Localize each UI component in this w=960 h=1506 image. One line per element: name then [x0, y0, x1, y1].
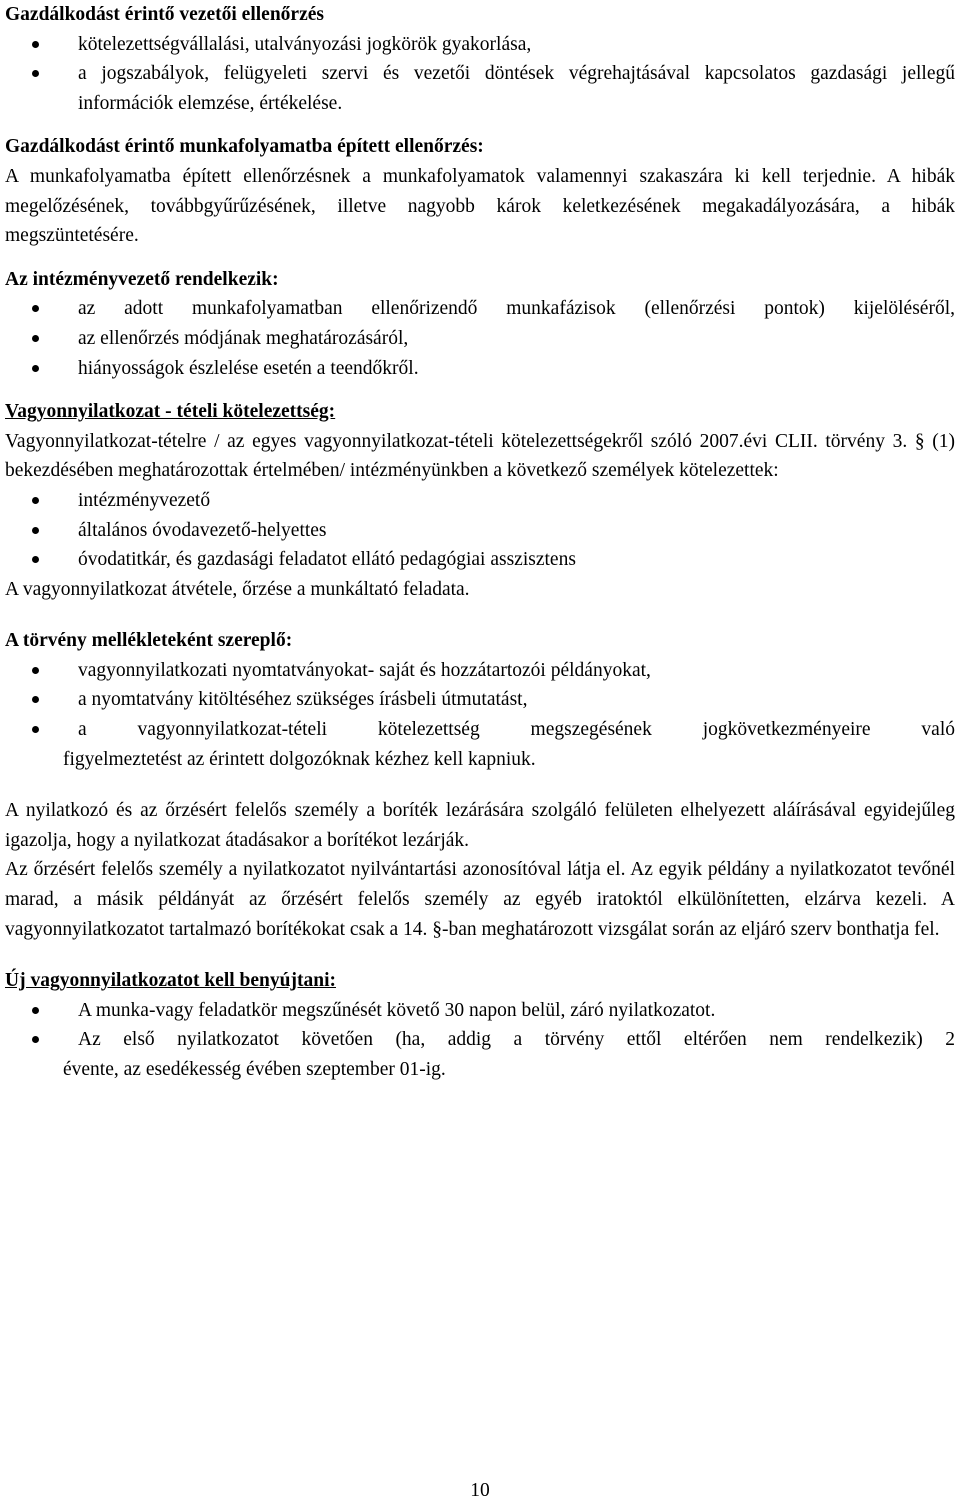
paragraph-vagyonnyilatkozat: Vagyonnyilatkozat-tételre / az egyes vagyonnyilatkozat-tételi kötelezettségekről szóló 2007.évi CLII. törvény 3. § (1) bekezdésében meghatározottak értelmében/ intézményünkben a következő személyek kötelezettek: — [5, 430, 955, 482]
list-item: óvodatitkár, és gazdasági feladatot ellátó pedagógiai asszisztens — [5, 545, 955, 575]
list-item: az ellenőrzés módjának meghatározásáról, — [5, 324, 955, 354]
list-item-text: az adott munkafolyamatban ellenőrizendő munkafázisok (ellenőrzési pontok) kijelöléséről, — [78, 298, 955, 320]
list-item-continuation: évente, az esedékesség évében szeptember 01-ig. — [63, 1059, 446, 1080]
list-uj-vagyonnyilatkozat — [5, 996, 955, 1085]
list-item — [5, 715, 955, 774]
list-item: általános óvodavezető-helyettes — [5, 516, 955, 546]
section-heading-uj-vagyonnyilatkozat: Új vagyonnyilatkozatot kell benyújtani: — [5, 970, 336, 992]
section-heading-munkafolyamatba-epitett: Gazdálkodást érintő munkafolyamatba épített ellenőrzés: — [5, 136, 484, 158]
list-item — [5, 1025, 955, 1084]
list-vezetoi-ellenorzes — [5, 30, 955, 119]
paragraph-orzes: Az őrzésért felelős személy a nyilatkozatot nyilvántartási azonosítóval látja el. Az egyik példány a nyilatkozatot tevőnél marad, a másik példányát az őrzésért felelős személy az egyéb iratoktól elkülönítetten, elzárva kezeli. A vagyonnyilatkozatot tartalmazó borítékokat csak a 14. §-ban meghatározott vizsgálat során az eljáró szerv bonthatja fel. — [5, 859, 955, 940]
list-item — [5, 294, 955, 324]
list-item-first-line: Az első nyilatkozatot követően (ha, addig a törvény ettől eltérően nem rendelkezik) 2 — [78, 1029, 955, 1051]
paragraph-closing: A vagyonnyilatkozat átvétele, őrzése a munkáltató feladata. — [5, 578, 470, 600]
section-heading-intezmenyvezeto: Az intézményvezető rendelkezik: — [5, 268, 279, 290]
list-item: a nyomtatvány kitöltéséhez szükséges írásbeli útmutatást, — [5, 685, 955, 715]
paragraph-nyilatkozo: A nyilatkozó és az őrzésért felelős személy a boríték lezárására szolgáló felületen elhelyezett aláírásával egyidejűleg igazolja, hogy a nyilatkozat átadásakor a borítékot lezárják. — [5, 800, 955, 851]
list-item: intézményvezető — [5, 486, 955, 516]
list-item: vagyonnyilatkozati nyomtatványokat- saját és hozzátartozói példányokat, — [5, 656, 955, 686]
list-item: kötelezettségvállalási, utalványozási jogkörök gyakorlása, — [5, 30, 955, 60]
list-item: A munka-vagy feladatkör megszűnését követő 30 napon belül, záró nyilatkozatot. — [5, 996, 955, 1026]
list-item: a jogszabályok, felügyeleti szervi és vezetői döntések végrehajtásával kapcsolatos gazdasági jellegű információk elemzése, értékelése. — [5, 59, 955, 118]
list-torveny-melleklet — [5, 656, 955, 774]
list-intezmenyvezeto — [5, 294, 955, 383]
list-item: hiányosságok észlelése esetén a teendőkről. — [5, 354, 955, 384]
page-number: 10 — [470, 1480, 490, 1501]
section-heading-vagyonnyilatkozat: Vagyonnyilatkozat - tételi kötelezettség: — [5, 401, 336, 423]
paragraph-munkafolyamat: A munkafolyamatba épített ellenőrzésnek a munkafolyamatok valamennyi szakaszára ki kell terjednie. A hibák megelőzésének, továbbgyűrűzésének, illetve nagyobb károk keletkezésének megakadályozására, a hibák megszüntetésére. — [5, 165, 955, 247]
section-heading-vezetoi-ellenorzes: Gazdálkodást érintő vezetői ellenőrzés — [5, 4, 324, 25]
section-heading-torveny-melleklet: A törvény mellékleteként szereplő: — [5, 630, 293, 652]
list-item-continuation: figyelmeztetést az érintett dolgozóknak kézhez kell kapniuk. — [63, 748, 536, 770]
document-page — [5, 0, 955, 1085]
list-kotelezettek — [5, 486, 955, 575]
list-item-first-line: a vagyonnyilatkozat-tételi kötelezettség megszegésének jogkövetkezményeire való — [78, 719, 955, 741]
